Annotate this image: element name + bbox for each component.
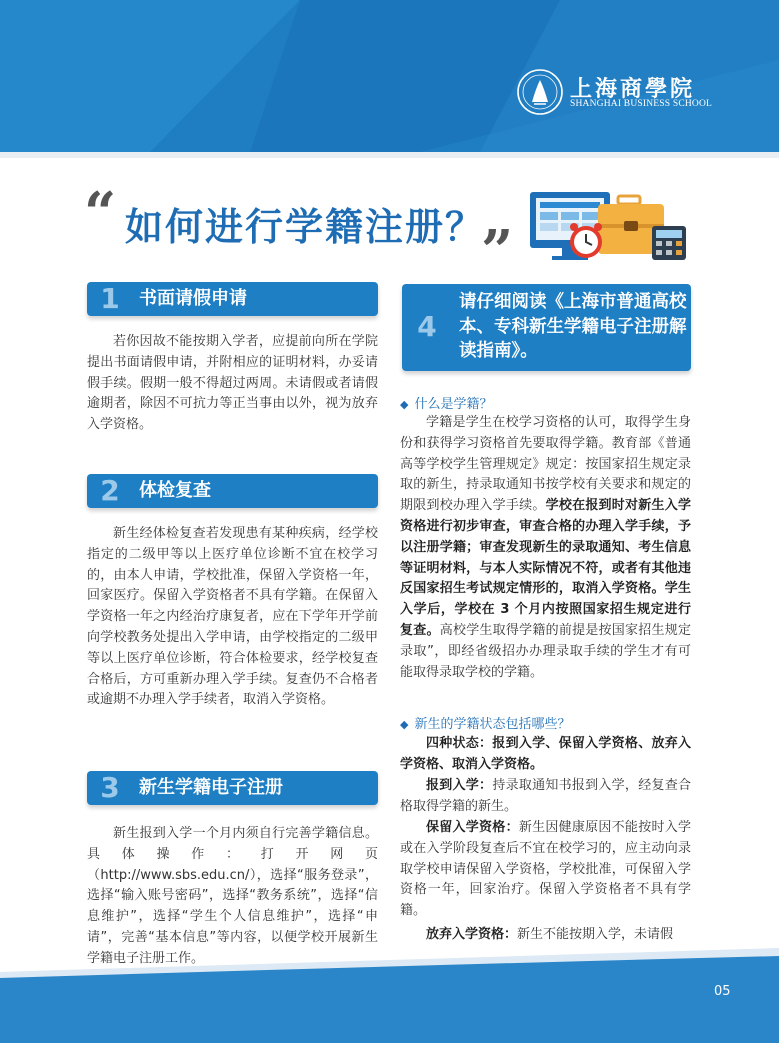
q2-p4-text: 新生不能按期入学，未请假 [517, 927, 674, 942]
section-2-header [87, 474, 378, 508]
section-3-body: 新生报到入学一个月内须自行完善学籍信息。具体操作：打开网页（http://www.sbs.edu.cn/），选择“服务登录”，选择“输入账号密码”，选择“教务系统”，选择“信息维护”，选择“学生个人信息维护”，选择“申请”，完善“基本信息”等内容，以便学校开展新生学籍电子注册工作。 [87, 826, 378, 966]
section-3-header [87, 771, 378, 805]
q1-answer-part1: 学籍是学生在校学习资格的认可，取得学生身份和获得学习资格首先要取得学籍。教育部《普通高等学校学生管理规定》规定：按国家招生规定录取的新生，持录取通知书按学校有关要求和规定的期限到校办理入学手续。 [400, 415, 691, 514]
section-3-number: 3 [100, 771, 120, 804]
q2-p3-text: 新生因健康原因不能按时入学或在入学阶段复查后不宜在校学习的，应主动向录取学校申请保留入学资格，学校批准，可保留入学资格一年，回家治疗。保留入学资格者不具有学籍。 [400, 820, 691, 919]
section-3-title: 新生学籍电子注册 [139, 777, 283, 798]
section-1-number: 1 [100, 282, 120, 315]
question-2-p2 [400, 776, 691, 818]
section-2-number: 2 [100, 474, 120, 507]
school-name-cn: 上海商學院 [570, 76, 696, 102]
q2-p2-label: 报到入学： [426, 778, 493, 793]
office-illustration [528, 190, 690, 262]
q2-p2-text: 持录取通知书报到入学，经复查合格取得学籍的新生。 [400, 778, 691, 814]
school-seal-icon [516, 68, 564, 116]
footer-wave [0, 940, 779, 1043]
section-4-header [402, 284, 691, 371]
section-4-title: 请仔细阅读《上海市普通高校本、专科新生学籍电子注册解读指南》。 [459, 292, 687, 361]
question-2-text: 新生的学籍状态包括哪些？ [414, 717, 571, 732]
calculator-icon [652, 226, 686, 260]
section-1-header [87, 282, 378, 316]
section-4-number: 4 [417, 310, 437, 343]
school-name-en: SHANGHAI BUSINESS SCHOOL [570, 99, 713, 109]
question-2-p1 [400, 734, 691, 776]
alarm-clock-icon [570, 223, 602, 258]
diamond-bullet-icon: ◆ [400, 398, 409, 411]
section-1-title: 书面请假申请 [139, 288, 247, 309]
page-number: 05 [714, 984, 731, 999]
close-quote-mark: ” [481, 218, 514, 284]
open-quote-mark: “ [84, 180, 117, 246]
question-2-heading [400, 713, 570, 732]
section-2-body: 新生经体检复查若发现患有某种疾病，经学校指定的二级甲等以上医疗单位诊断不宜在校学习的，由本人申请，学校批准，保留入学资格一年，回家医疗。保留入学资格者不具有学籍。在保留入学资格一年之内经治疗康复者，应在下学年开学前向学校教务处提出入学申请，由学校指定的二级甲等以上医疗单位诊断，符合体检要求，经学校复查合格后，方可重新办理入学手续。复查仍不合格者或逾期不办理入学手续者，取消入学资格。 [87, 526, 378, 708]
question-2-p3 [400, 818, 691, 922]
q1-answer-part3: 高校学生取得学籍的前提是按国家招生规定录取”，即经省级招办办理录取手续的学生才有可能取得录取学校的学籍。 [400, 622, 691, 680]
q2-p4-label: 放弃入学资格： [426, 927, 518, 942]
school-logo [516, 68, 713, 116]
q2-status-summary: 四种状态：报到入学、保留入学资格、放弃入学资格、取消入学资格。 [400, 736, 691, 772]
question-1-text: 什么是学籍？ [414, 397, 493, 412]
question-1-heading [400, 393, 492, 412]
q2-p3-label: 保留入学资格： [426, 820, 519, 835]
question-1-answer [400, 413, 691, 683]
header-divider [0, 152, 779, 158]
header-band [0, 0, 779, 152]
page-title: 如何进行学籍注册？ [125, 205, 486, 249]
diamond-bullet-icon: ◆ [400, 718, 409, 731]
q1-answer-bold: 学校在报到时对新生入学资格进行初步审查，审查合格的办理入学手续，予以注册学籍；审查发现新生的录取通知、考生信息等证明材料，与本人实际情况不符，或者有其他违反国家招生考试规定情形的，取消入学资格。学生入学后，学校在 3 个月内按照国家招生规定进行复查。 [400, 498, 691, 638]
section-2-title: 体检复查 [139, 480, 211, 501]
section-1-body: 若你因故不能按期入学者，应提前向所在学院提出书面请假申请，并附相应的证明材料，办妥请假手续。假期一般不得超过两周。未请假或者请假逾期者，除因不可抗力等正当事由以外，视为放弃入学资格。 [87, 334, 378, 433]
